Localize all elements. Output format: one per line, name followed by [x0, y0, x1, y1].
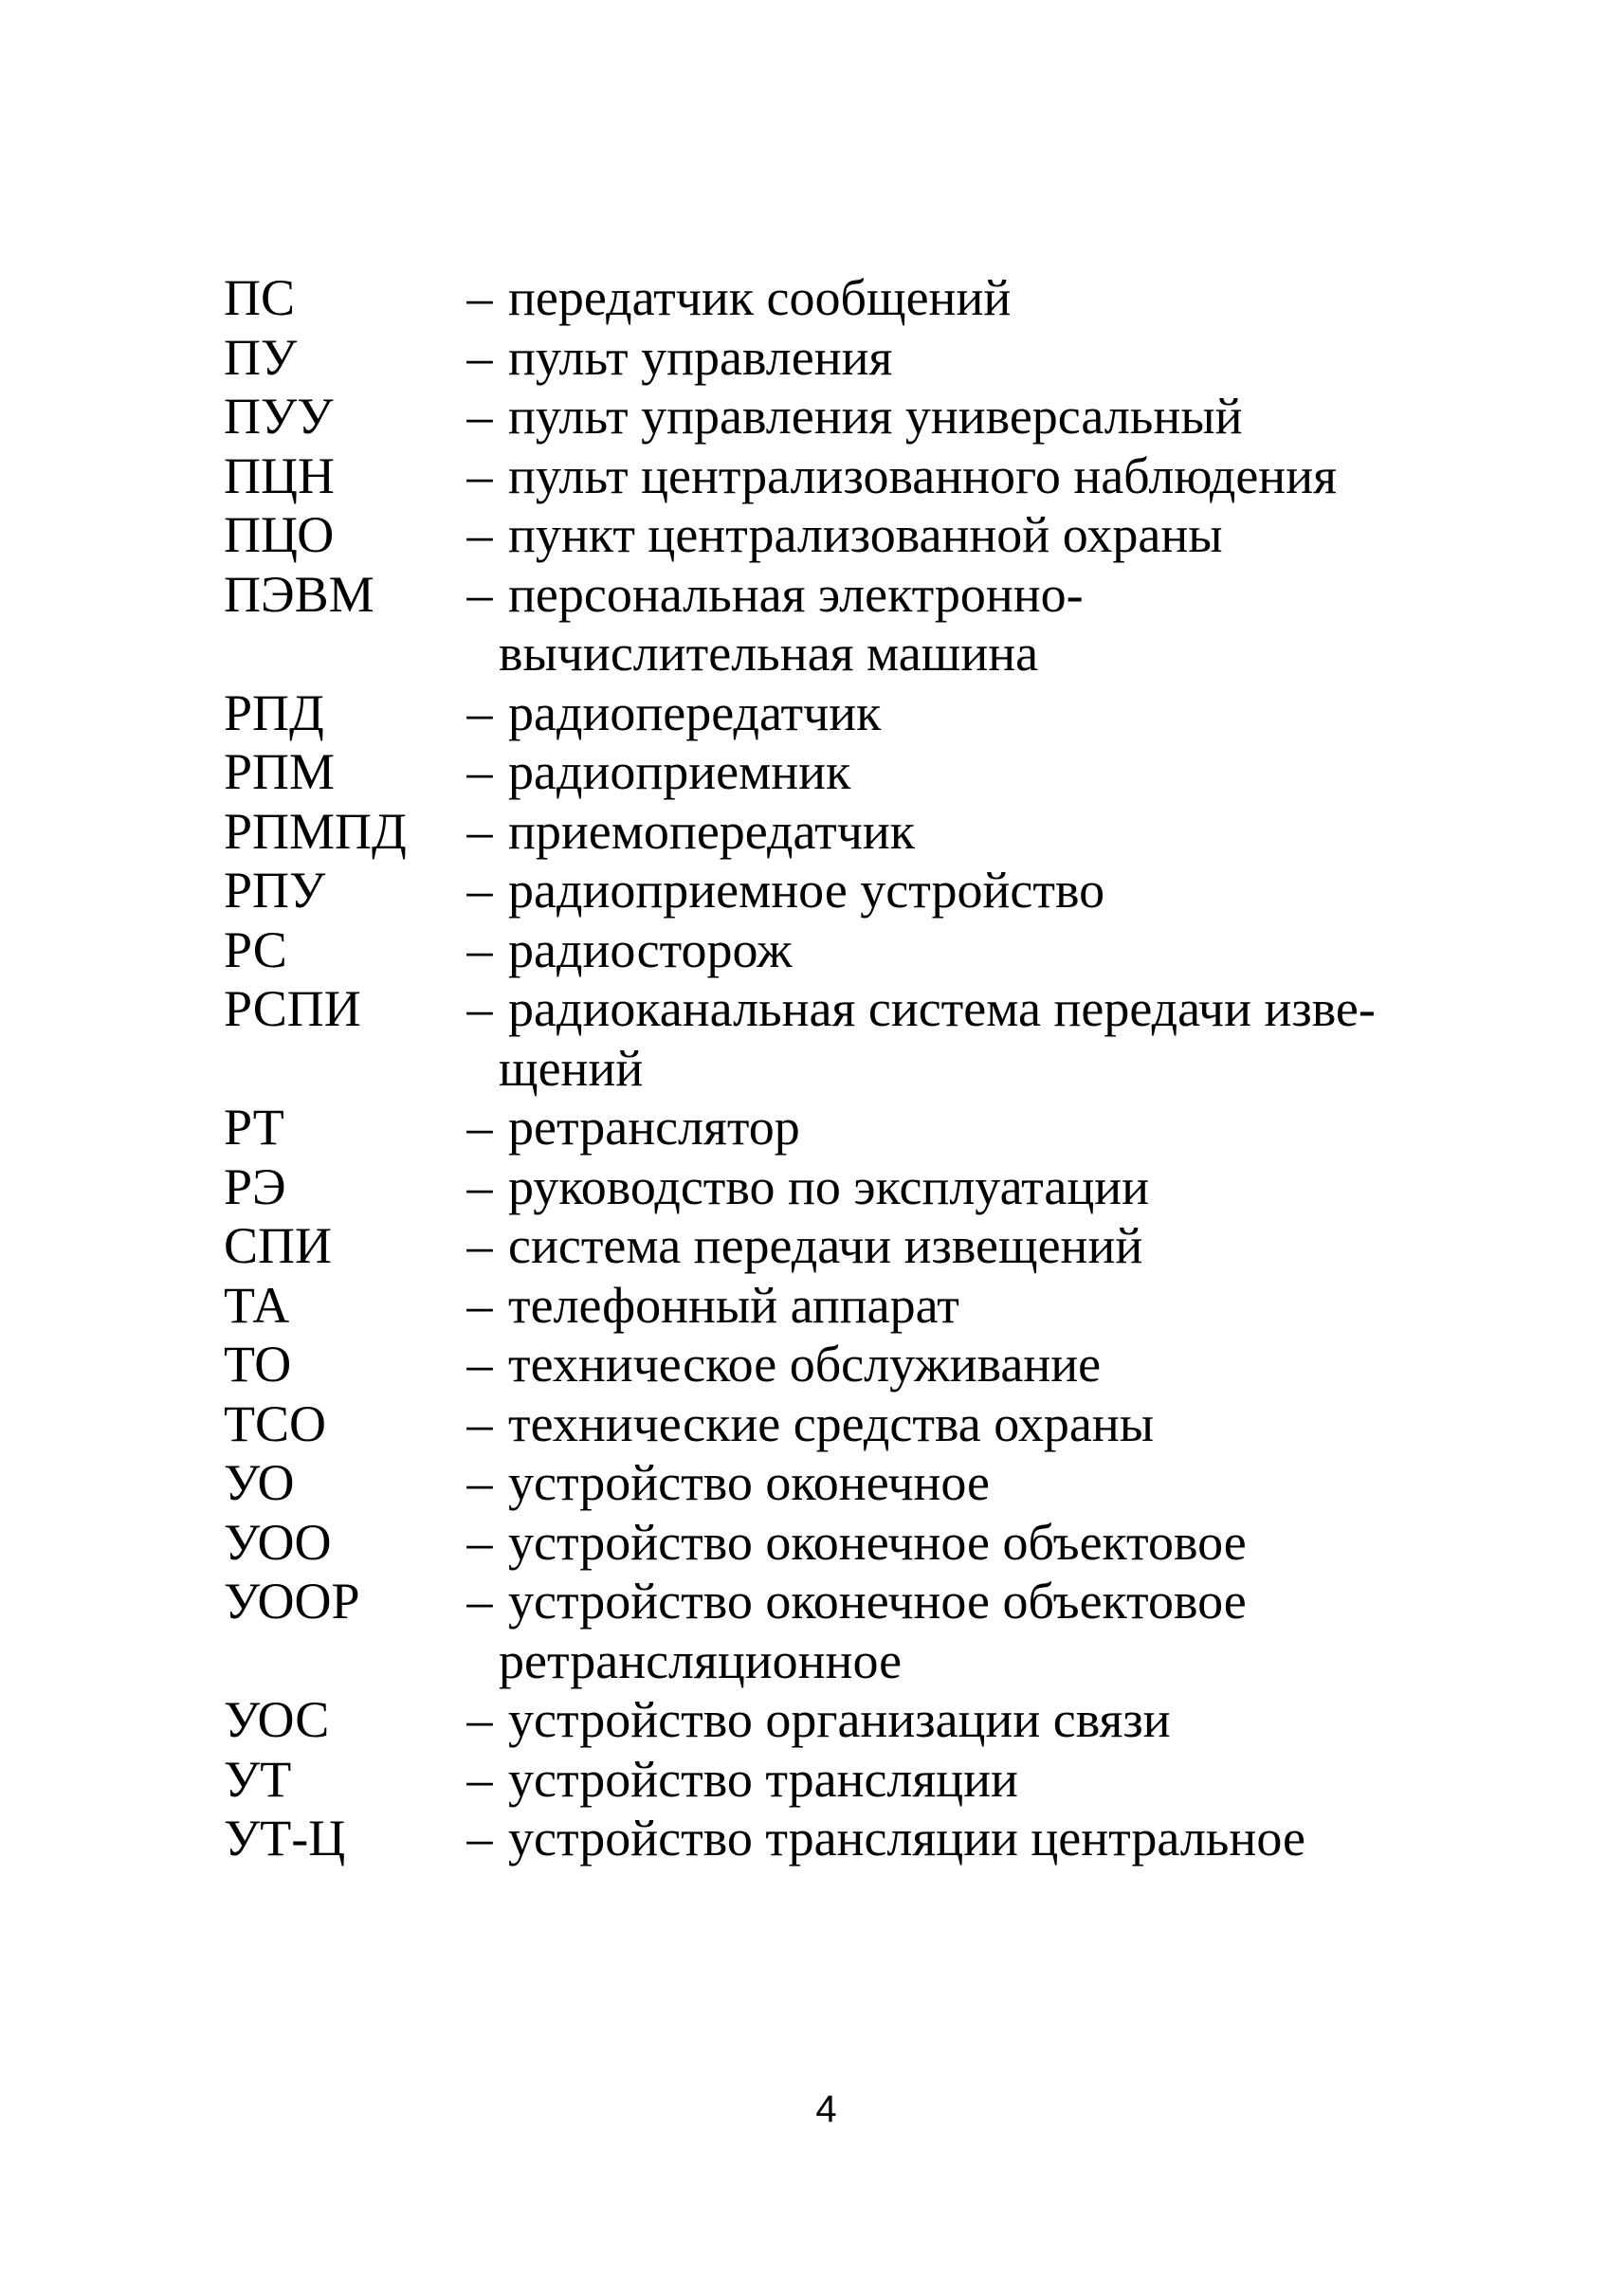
abbreviation-term: УТ-Ц [224, 1810, 346, 1867]
abbreviation-term: УТ [224, 1750, 292, 1808]
abbreviation-definition [508, 861, 1456, 920]
abbreviation-dash: – [466, 1336, 493, 1393]
abbreviation-term: ПУУ [224, 388, 334, 445]
abbreviation-term: ПЦО [224, 506, 335, 563]
abbreviation-term: УОО [224, 1513, 332, 1571]
abbreviation-definition [508, 505, 1456, 565]
definition-line: радиоприемное устройство [508, 862, 1105, 919]
abbreviation-term: УОС [224, 1691, 330, 1748]
abbreviation-dash: – [466, 1573, 493, 1630]
definition-line: радиоприемник [508, 743, 851, 800]
abbreviation-dash: – [466, 446, 493, 504]
abbreviation-term: ТА [224, 1276, 290, 1334]
abbreviation-entry [224, 1453, 1456, 1513]
abbreviation-term: РТ [224, 1099, 284, 1156]
abbreviation-dash: – [466, 980, 493, 1037]
abbreviation-dash: – [466, 1099, 493, 1156]
abbreviation-list [224, 268, 1456, 1868]
definition-line: пульт централизованного наблюдения [508, 446, 1337, 504]
abbreviation-definition [508, 1513, 1456, 1573]
abbreviation-dash: – [466, 1276, 493, 1334]
definition-continuation-line: щений [499, 1039, 644, 1097]
abbreviation-term: РПД [224, 683, 324, 741]
abbreviation-term: РС [224, 920, 287, 978]
abbreviation-definition [508, 1690, 1456, 1750]
abbreviation-definition [508, 742, 1456, 802]
abbreviation-definition [508, 1453, 1456, 1513]
abbreviation-definition [508, 1276, 1456, 1336]
abbreviation-term: УО [224, 1454, 295, 1511]
abbreviation-dash: – [466, 802, 493, 860]
abbreviation-entry [224, 742, 1456, 802]
abbreviation-term: ТО [224, 1336, 292, 1393]
abbreviation-term: ПЦН [224, 446, 335, 504]
definition-line: телефонный аппарат [508, 1276, 959, 1334]
abbreviation-entry [224, 1098, 1456, 1157]
abbreviation-dash: – [466, 1691, 493, 1748]
definition-line: пункт централизованной охраны [508, 506, 1223, 563]
definition-continuation-line: вычислительная машина [499, 625, 1039, 682]
abbreviation-term: ПЭВМ [224, 565, 374, 623]
definition-continuation-line: ретрансляционное [499, 1631, 903, 1689]
abbreviation-term: ПУ [224, 328, 298, 386]
abbreviation-term: ПС [224, 269, 296, 326]
page-number: 4 [815, 2088, 837, 2130]
abbreviation-definition [508, 1750, 1456, 1810]
definition-line: передатчик сообщений [508, 269, 1012, 326]
abbreviation-term: РЭ [224, 1157, 286, 1215]
abbreviation-dash: – [466, 1394, 493, 1452]
abbreviation-definition [508, 328, 1456, 388]
abbreviation-dash: – [466, 1217, 493, 1274]
abbreviation-entry [224, 1513, 1456, 1573]
abbreviation-entry [224, 1216, 1456, 1276]
abbreviation-dash: – [466, 269, 493, 326]
abbreviation-entry [224, 1394, 1456, 1454]
definition-line: радиоканальная система передачи изве- [508, 980, 1376, 1037]
abbreviation-definition [508, 683, 1456, 743]
abbreviation-definition [499, 979, 1456, 1098]
abbreviation-term: УООР [224, 1573, 360, 1630]
abbreviation-dash: – [466, 1513, 493, 1571]
abbreviation-entry [224, 1157, 1456, 1217]
abbreviation-definition [508, 387, 1456, 446]
abbreviation-entry [224, 268, 1456, 328]
abbreviation-term: СПИ [224, 1217, 333, 1274]
abbreviation-term: РПМ [224, 743, 336, 800]
abbreviation-entry [224, 1335, 1456, 1394]
abbreviation-entry [224, 328, 1456, 388]
abbreviation-dash: – [466, 1454, 493, 1511]
definition-line: устройство трансляции центральное [508, 1810, 1305, 1867]
definition-line: руководство по эксплуатации [508, 1157, 1150, 1215]
abbreviation-definition [499, 1572, 1456, 1690]
abbreviation-definition [508, 268, 1456, 328]
abbreviation-entry [224, 565, 1456, 683]
abbreviation-definition [508, 1157, 1456, 1217]
definition-line: устройство организации связи [508, 1691, 1171, 1748]
abbreviation-term: РПМПД [224, 802, 407, 860]
definition-line: устройство оконечное [508, 1454, 991, 1511]
definition-line: пульт управления универсальный [508, 388, 1243, 445]
abbreviation-dash: – [466, 862, 493, 919]
abbreviation-dash: – [466, 1750, 493, 1808]
abbreviation-term: РПУ [224, 862, 326, 919]
definition-line: радиопередатчик [508, 683, 882, 741]
definition-line: персональная электронно- [508, 565, 1084, 623]
abbreviation-entry [224, 979, 1456, 1098]
abbreviation-dash: – [466, 565, 493, 623]
abbreviation-definition [499, 565, 1456, 683]
definition-line: устройство трансляции [508, 1750, 1018, 1808]
abbreviation-dash: – [466, 388, 493, 445]
abbreviation-definition [508, 1098, 1456, 1157]
definition-line: приемопередатчик [508, 802, 915, 860]
abbreviation-term: ТСО [224, 1394, 326, 1452]
abbreviation-dash: – [466, 328, 493, 386]
abbreviation-definition [508, 446, 1456, 506]
abbreviation-entry [224, 920, 1456, 980]
abbreviation-entry [224, 1276, 1456, 1336]
abbreviation-dash: – [466, 1157, 493, 1215]
abbreviation-definition [508, 920, 1456, 980]
abbreviation-definition [508, 1216, 1456, 1276]
abbreviation-entry [224, 683, 1456, 743]
abbreviation-dash: – [466, 743, 493, 800]
abbreviation-entry [224, 861, 1456, 920]
definition-line: устройство оконечное объектовое [508, 1513, 1247, 1571]
abbreviation-entry [224, 1572, 1456, 1690]
definition-line: ретранслятор [508, 1099, 800, 1156]
abbreviation-dash: – [466, 920, 493, 978]
abbreviation-dash: – [466, 1810, 493, 1867]
abbreviation-definition [508, 1394, 1456, 1454]
definition-line: радиосторож [508, 920, 793, 978]
abbreviation-entry [224, 802, 1456, 862]
abbreviation-definition [508, 802, 1456, 862]
abbreviation-dash: – [466, 683, 493, 741]
abbreviation-entry [224, 505, 1456, 565]
abbreviation-entry [224, 446, 1456, 506]
abbreviation-dash: – [466, 506, 493, 563]
abbreviation-term: РСПИ [224, 980, 361, 1037]
abbreviation-entry [224, 387, 1456, 446]
definition-line: устройство оконечное объектовое [508, 1573, 1247, 1630]
definition-line: технические средства охраны [508, 1394, 1155, 1452]
definition-line: пульт управления [508, 328, 893, 386]
abbreviation-entry [224, 1690, 1456, 1750]
abbreviation-definition [508, 1335, 1456, 1394]
abbreviation-definition [508, 1809, 1456, 1868]
definition-line: система передачи извещений [508, 1217, 1143, 1274]
definition-line: техническое обслуживание [508, 1336, 1102, 1393]
abbreviation-entry [224, 1809, 1456, 1868]
abbreviation-entry [224, 1750, 1456, 1810]
